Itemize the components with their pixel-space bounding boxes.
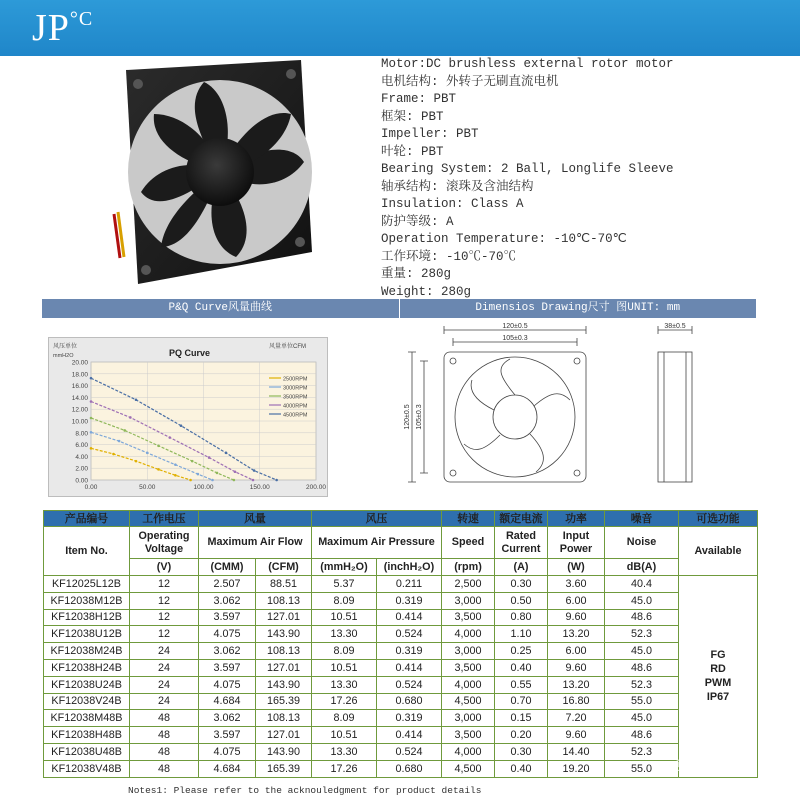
y-tick-label: 4.00 — [75, 453, 88, 461]
dimension-section-title: Dimensios Drawing尺寸 图UNIT: mm — [399, 299, 757, 318]
side-view-frame — [658, 352, 692, 482]
x-tick-label: 0.00 — [84, 484, 98, 491]
col-noise-cn: 噪音 — [605, 511, 679, 527]
table-cell: 45.0 — [605, 710, 679, 727]
table-cell: 0.20 — [495, 727, 548, 744]
spec-line: 叶轮: PBT — [381, 144, 444, 159]
table-cell: 0.211 — [377, 576, 442, 593]
data-point — [157, 468, 160, 471]
y-tick-label: 2.00 — [75, 465, 88, 473]
spec-table — [43, 510, 758, 778]
table-cell: 3.062 — [199, 592, 256, 609]
table-cell: 9.60 — [548, 659, 605, 676]
table-cell: 0.55 — [495, 676, 548, 693]
dim-inner-height-label: 105±0.3 — [416, 404, 423, 430]
x-axis-unit: 风量单位CFM — [269, 344, 306, 350]
table-cell: 165.39 — [256, 693, 312, 710]
table-cell: 8.09 — [312, 710, 377, 727]
table-cell: 8.09 — [312, 643, 377, 660]
spec-line: 重量: 280g — [381, 267, 452, 281]
table-cell: 4,500 — [442, 693, 495, 710]
table-cell: 19.20 — [548, 760, 605, 777]
table-cell: 3.60 — [548, 576, 605, 593]
x-tick-label: 100.00 — [193, 484, 214, 491]
table-cell: 0.70 — [495, 693, 548, 710]
unit-cell: (mmH₂O) — [312, 559, 377, 576]
table-cell: 4,000 — [442, 626, 495, 643]
unit-cell: dB(A) — [605, 559, 679, 576]
table-cell: 0.680 — [377, 693, 442, 710]
data-point — [129, 416, 132, 419]
table-cell: 4,000 — [442, 676, 495, 693]
brand-name: JP — [32, 7, 70, 49]
data-point — [225, 452, 228, 455]
table-cell: 0.80 — [495, 609, 548, 626]
table-cell: 1.10 — [495, 626, 548, 643]
table-cell: 9.60 — [548, 727, 605, 744]
table-cell: 13.30 — [312, 626, 377, 643]
front-view-opening — [455, 357, 575, 477]
table-cell: 48 — [130, 743, 199, 760]
col-speed-cn: 转速 — [442, 511, 495, 527]
unit-cell: (CMM) — [199, 559, 256, 576]
data-point — [197, 473, 200, 476]
col-pressure-cn: 风压 — [312, 511, 442, 527]
table-cell: KF12038H12B — [44, 609, 130, 626]
table-cell: 3,000 — [442, 710, 495, 727]
spec-line: 防护等级: A — [381, 214, 454, 229]
spec-line: Bearing System: 2 Ball, Longlife Sleeve — [381, 162, 674, 176]
table-cell: 12 — [130, 626, 199, 643]
legend-label: 3000RPM — [283, 385, 308, 392]
col-speed: Speed — [442, 527, 495, 559]
table-cell: 4.684 — [199, 693, 256, 710]
table-cell: 3.062 — [199, 710, 256, 727]
table-cell: KF12038H24B — [44, 659, 130, 676]
table-cell: 24 — [130, 693, 199, 710]
legend-label: 4000RPM — [283, 403, 308, 410]
table-cell: KF12038M48B — [44, 710, 130, 727]
table-row — [44, 592, 758, 609]
table-cell: 4,000 — [442, 743, 495, 760]
data-point — [90, 431, 93, 434]
front-view-blades — [464, 359, 570, 472]
table-cell: 3,000 — [442, 643, 495, 660]
table-cell: 7.20 — [548, 710, 605, 727]
table-cell: 143.90 — [256, 676, 312, 693]
unit-cell: (CFM) — [256, 559, 312, 576]
table-cell: 52.3 — [605, 676, 679, 693]
data-point — [180, 424, 183, 427]
table-cell: 48 — [130, 727, 199, 744]
table-cell: KF12038V24B — [44, 693, 130, 710]
table-cell: 17.26 — [312, 760, 377, 777]
table-cell: 48.6 — [605, 609, 679, 626]
table-cell: 13.20 — [548, 626, 605, 643]
unit-cell: (rpm) — [442, 559, 495, 576]
data-point — [233, 479, 236, 482]
table-cell: 2.507 — [199, 576, 256, 593]
table-row — [44, 710, 758, 727]
table-cell: 48.6 — [605, 659, 679, 676]
table-cell: 3,500 — [442, 659, 495, 676]
table-cell: 0.30 — [495, 576, 548, 593]
table-cell: 0.414 — [377, 609, 442, 626]
table-cell: 24 — [130, 659, 199, 676]
table-cell: 10.51 — [312, 727, 377, 744]
table-cell: 55.0 — [605, 693, 679, 710]
table-cell: 10.51 — [312, 609, 377, 626]
table-cell: 108.13 — [256, 710, 312, 727]
table-cell: 3.597 — [199, 659, 256, 676]
table-cell: 2,500 — [442, 576, 495, 593]
y-tick-label: 18.00 — [71, 371, 88, 379]
table-cell: 0.524 — [377, 743, 442, 760]
data-point — [118, 440, 121, 443]
table-cell: 108.13 — [256, 592, 312, 609]
table-cell: 0.319 — [377, 710, 442, 727]
table-cell: KF12038M24B — [44, 643, 130, 660]
table-row — [44, 693, 758, 710]
footnote: Notes1: Please refer to the acknouledgment for product details — [128, 785, 482, 796]
front-view-frame — [444, 352, 586, 482]
table-row — [44, 727, 758, 744]
table-cell: 4.684 — [199, 760, 256, 777]
fan-hub — [186, 138, 254, 206]
table-cell: 8.09 — [312, 592, 377, 609]
axial-fan-photo — [86, 52, 326, 292]
table-cell: 52.3 — [605, 626, 679, 643]
table-cell: 4.075 — [199, 626, 256, 643]
table-cell: 24 — [130, 676, 199, 693]
col-voltage: Operating Voltage — [130, 527, 199, 559]
col-pressure: Maximum Air Pressure — [312, 527, 442, 559]
table-cell: 0.680 — [377, 760, 442, 777]
table-row — [44, 626, 758, 643]
table-cell: 0.319 — [377, 643, 442, 660]
chart-title: PQ Curve — [169, 348, 211, 358]
table-cell: KF12025L12B — [44, 576, 130, 593]
table-cell: 13.20 — [548, 676, 605, 693]
table-cell: 3,500 — [442, 727, 495, 744]
table-cell: KF12038M12B — [44, 592, 130, 609]
table-cell: 48.6 — [605, 727, 679, 744]
data-point — [157, 444, 160, 447]
spec-line: Motor:DC brushless external rotor motor — [381, 57, 674, 71]
front-view-hub — [493, 395, 537, 439]
table-cell: 0.524 — [377, 676, 442, 693]
spec-line: Frame: PBT — [381, 92, 457, 106]
table-cell: 17.26 — [312, 693, 377, 710]
table-cell: 0.414 — [377, 659, 442, 676]
spec-line: Weight: 280g — [381, 284, 472, 299]
data-point — [174, 474, 177, 477]
data-point — [90, 417, 93, 420]
table-cell: 108.13 — [256, 643, 312, 660]
col-noise: Noise — [605, 527, 679, 559]
table-row — [44, 659, 758, 676]
data-point — [252, 479, 255, 482]
table-cell: 16.80 — [548, 693, 605, 710]
data-point — [135, 460, 138, 463]
col-available-cn: 可选功能 — [679, 511, 758, 527]
data-point — [168, 436, 171, 439]
table-cell: 127.01 — [256, 727, 312, 744]
header-banner — [0, 0, 800, 56]
table-cell: KF12038U12B — [44, 626, 130, 643]
table-body — [44, 576, 758, 778]
table-cell: 0.25 — [495, 643, 548, 660]
table-row — [44, 609, 758, 626]
table-cell: 0.414 — [377, 727, 442, 744]
data-point — [191, 460, 194, 463]
data-point — [174, 463, 177, 466]
table-row — [44, 676, 758, 693]
table-cell: 10.51 — [312, 659, 377, 676]
table-cell: 0.40 — [495, 659, 548, 676]
table-cell: 88.51 — [256, 576, 312, 593]
y-tick-label: 20.00 — [71, 359, 88, 367]
table-header-cn — [44, 511, 758, 527]
table-cell: 0.319 — [377, 592, 442, 609]
x-tick-label: 150.00 — [249, 484, 270, 491]
table-cell: 24 — [130, 643, 199, 660]
table-cell: 52.3 — [605, 743, 679, 760]
legend-label: 3500RPM — [283, 394, 308, 401]
dim-height-label: 120±0.5 — [404, 404, 411, 430]
col-item: Item No. — [44, 527, 130, 576]
available-options — [679, 576, 758, 778]
table-cell: 0.30 — [495, 743, 548, 760]
col-voltage-cn: 工作电压 — [130, 511, 199, 527]
legend-label: 2500RPM — [283, 376, 308, 383]
table-cell: 0.50 — [495, 592, 548, 609]
x-tick-label: 200.00 — [306, 484, 326, 491]
table-row — [44, 576, 758, 593]
table-cell: 0.15 — [495, 710, 548, 727]
table-row — [44, 643, 758, 660]
x-tick-label: 50.00 — [139, 484, 156, 491]
table-cell: 127.01 — [256, 609, 312, 626]
y-axis-unit: mmH2O — [53, 353, 74, 359]
table-cell: 0.40 — [495, 760, 548, 777]
available-option: RD — [710, 663, 726, 676]
table-cell: KF12038H48B — [44, 727, 130, 744]
brand-logo — [32, 6, 93, 50]
table-cell: 12 — [130, 576, 199, 593]
col-current: Rated Current — [495, 527, 548, 559]
spec-line: 框架: PBT — [381, 109, 444, 124]
table-cell: KF12038U24B — [44, 676, 130, 693]
table-cell: 3,000 — [442, 592, 495, 609]
pq-section-title: P&Q Curve风量曲线 — [168, 302, 272, 314]
available-option: PWM — [704, 677, 732, 690]
col-item-cn: 产品编号 — [44, 511, 130, 527]
col-airflow: Maximum Air Flow — [199, 527, 312, 559]
data-point — [135, 398, 138, 401]
unit-cell: (A) — [495, 559, 548, 576]
table-header-en — [44, 527, 758, 559]
table-header-units — [44, 559, 758, 576]
y-tick-label: 6.00 — [75, 442, 88, 450]
unit-cell: (V) — [130, 559, 199, 576]
data-point — [216, 472, 219, 475]
data-point — [90, 377, 93, 380]
table-cell: 127.01 — [256, 659, 312, 676]
data-point — [112, 453, 115, 456]
dim-width-label: 120±0.5 — [502, 323, 528, 330]
y-tick-label: 10.00 — [71, 418, 88, 426]
available-option: FG — [710, 649, 726, 662]
data-point — [123, 429, 126, 432]
y-axis-label: 风压单位 — [53, 344, 78, 350]
data-point — [275, 479, 278, 482]
brand-suffix: °C — [69, 8, 94, 30]
col-power: Input Power — [548, 527, 605, 559]
data-point — [211, 479, 214, 482]
table-cell: 4.075 — [199, 676, 256, 693]
table-cell: 3.062 — [199, 643, 256, 660]
table-cell: 14.40 — [548, 743, 605, 760]
spec-line: 工作环境: -10℃-70℃ — [381, 249, 517, 264]
table-cell: 45.0 — [605, 592, 679, 609]
table-cell: 48 — [130, 710, 199, 727]
data-point — [189, 479, 192, 482]
table-cell: 55.0 — [605, 760, 679, 777]
y-tick-label: 16.00 — [71, 383, 88, 391]
unit-cell: (W) — [548, 559, 605, 576]
spec-line: Operation Temperature: -10℃-70℃ — [381, 232, 627, 246]
dim-depth-label: 38±0.5 — [664, 323, 686, 330]
table-cell: 45.0 — [605, 643, 679, 660]
table-cell: 13.30 — [312, 743, 377, 760]
table-cell: 40.4 — [605, 576, 679, 593]
table-row — [44, 743, 758, 760]
spec-line: 电机结构: 外转子无刷直流电机 — [381, 74, 559, 89]
table-row — [44, 760, 758, 777]
y-tick-label: 12.00 — [71, 406, 88, 414]
data-point — [146, 452, 149, 455]
y-tick-label: 8.00 — [75, 430, 88, 438]
data-point — [208, 456, 211, 459]
pq-chart-svg — [49, 338, 329, 498]
data-point — [90, 400, 93, 403]
col-current-cn: 额定电流 — [495, 511, 548, 527]
table-cell: 5.37 — [312, 576, 377, 593]
table-cell: 4,500 — [442, 760, 495, 777]
unit-cell: (inchH₂O) — [377, 559, 442, 576]
table-cell: 9.60 — [548, 609, 605, 626]
section-header-bar — [42, 299, 756, 318]
table-cell: KF12038U48B — [44, 743, 130, 760]
available-option: IP67 — [706, 691, 730, 704]
col-available: Available — [679, 527, 758, 576]
y-tick-label: 14.00 — [71, 394, 88, 402]
spec-line: Impeller: PBT — [381, 127, 479, 141]
spec-line: Insulation: Class A — [381, 197, 524, 211]
table-cell: 13.30 — [312, 676, 377, 693]
table-cell: 3.597 — [199, 727, 256, 744]
spec-list — [381, 56, 791, 301]
spec-line: 轴承结构: 滚珠及含油结构 — [381, 179, 534, 194]
table-cell: 4.075 — [199, 743, 256, 760]
dimension-drawing — [400, 322, 740, 492]
table-cell: 165.39 — [256, 760, 312, 777]
legend-label: 4500RPM — [283, 412, 308, 419]
dim-inner-width-label: 105±0.3 — [502, 335, 528, 342]
table-cell: 12 — [130, 592, 199, 609]
pq-chart — [48, 337, 328, 497]
col-airflow-cn: 风量 — [199, 511, 312, 527]
watermark: 豆包AI生成 — [676, 758, 742, 773]
table-cell: 143.90 — [256, 743, 312, 760]
table-cell: 3.597 — [199, 609, 256, 626]
table-cell: 48 — [130, 760, 199, 777]
table-cell: 12 — [130, 609, 199, 626]
table-cell: KF12038V48B — [44, 760, 130, 777]
y-tick-label: 0.00 — [75, 477, 88, 485]
table-cell: 0.524 — [377, 626, 442, 643]
table-cell: 143.90 — [256, 626, 312, 643]
data-point — [90, 447, 93, 450]
table-cell: 3,500 — [442, 609, 495, 626]
col-power-cn: 功率 — [548, 511, 605, 527]
table-cell: 6.00 — [548, 643, 605, 660]
data-point — [253, 469, 256, 472]
data-point — [234, 470, 237, 473]
table-cell: 6.00 — [548, 592, 605, 609]
